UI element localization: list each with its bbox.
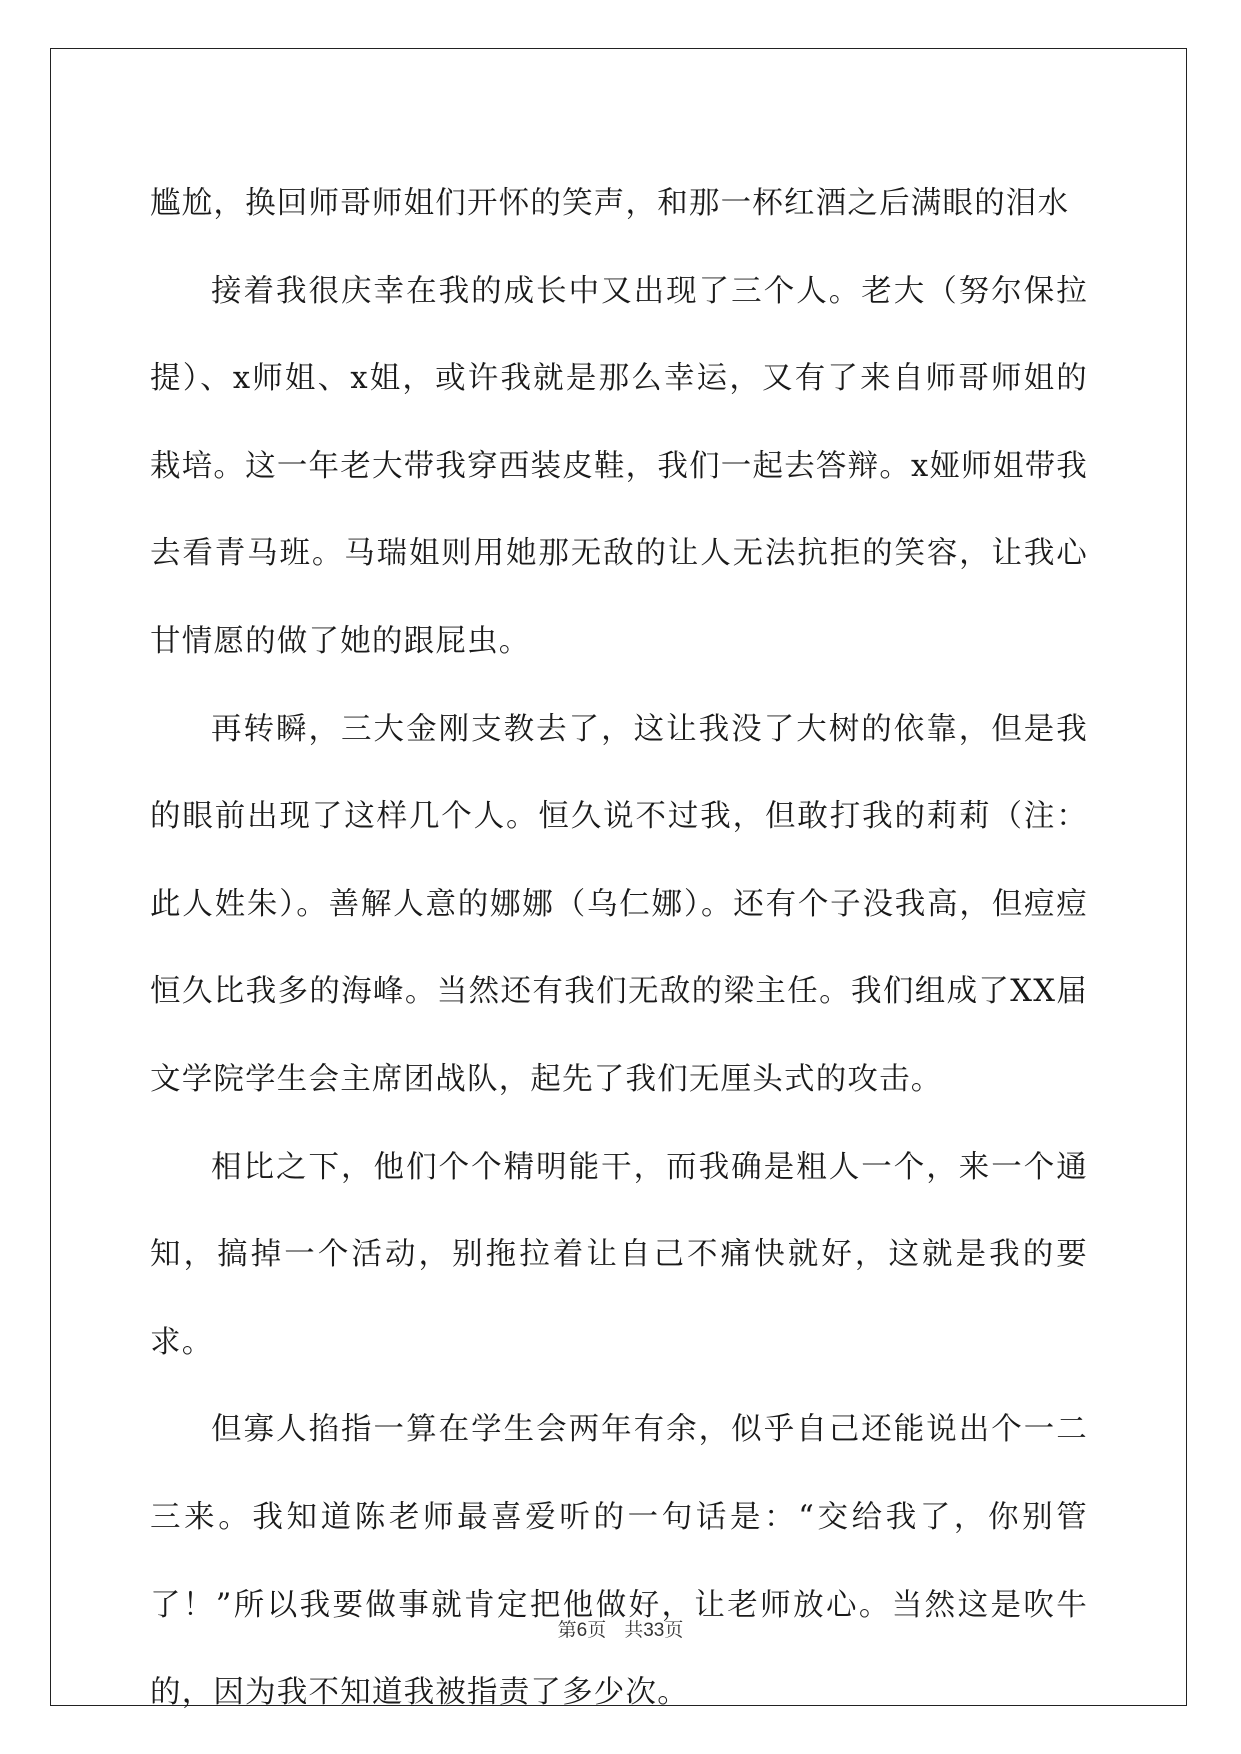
paragraph-2: 接着我很庆幸在我的成长中又出现了三个人。老大（努尔保拉提）、x师姐、x姐，或许我就是那么幸运，又有了来自师哥师姐的栽培。这一年老大带我穿西装皮鞋，我们一起去答辩。x娅师姐带我去看青马班。马瑞姐则用她那无敌的让人无法抗拒的笑容，让我心甘情愿的做了她的跟屁虫。: [150, 273, 1088, 659]
page-footer: [0, 1615, 1241, 1642]
paragraph-1: 尴尬，换回师哥师姐们开怀的笑声，和那一杯红酒之后满眼的泪水: [150, 186, 1070, 221]
page-number: 6: [576, 1620, 588, 1641]
paragraph-5: 但寡人掐指一算在学生会两年有余，似乎自己还能说出个一二三来。我知道陈老师最喜爱听的一句话是：“交给我了，你别管了！”所以我要做事就肯定把他做好，让老师放心。当然这是吹牛的，因为我不知道我被指责了多少次。: [150, 1412, 1088, 1711]
page-suffix: 页: [587, 1619, 607, 1641]
paragraph-4: 相比之下，他们个个精明能干，而我确是粗人一个，来一个通知，搞掉一个活动，别拖拉着让自己不痛快就好，这就是我的要求。: [150, 1149, 1088, 1360]
paragraph-3: 再转瞬，三大金刚支教去了，这让我没了大树的依靠，但是我的眼前出现了这样几个人。恒久说不过我，但敢打我的莉莉（注：此人姓朱）。善解人意的娜娜（乌仁娜）。还有个子没我高，但痘痘恒久比我多的海峰。当然还有我们无敌的梁主任。我们组成了XX届文学院学生会主席团战队，起先了我们无厘头式的攻击。: [150, 711, 1088, 1097]
page-prefix: 第: [557, 1619, 577, 1641]
total-pages: 33: [643, 1620, 665, 1641]
total-suffix: 页: [664, 1619, 684, 1641]
document-body: [150, 160, 1088, 1737]
total-prefix: 共: [624, 1619, 644, 1641]
